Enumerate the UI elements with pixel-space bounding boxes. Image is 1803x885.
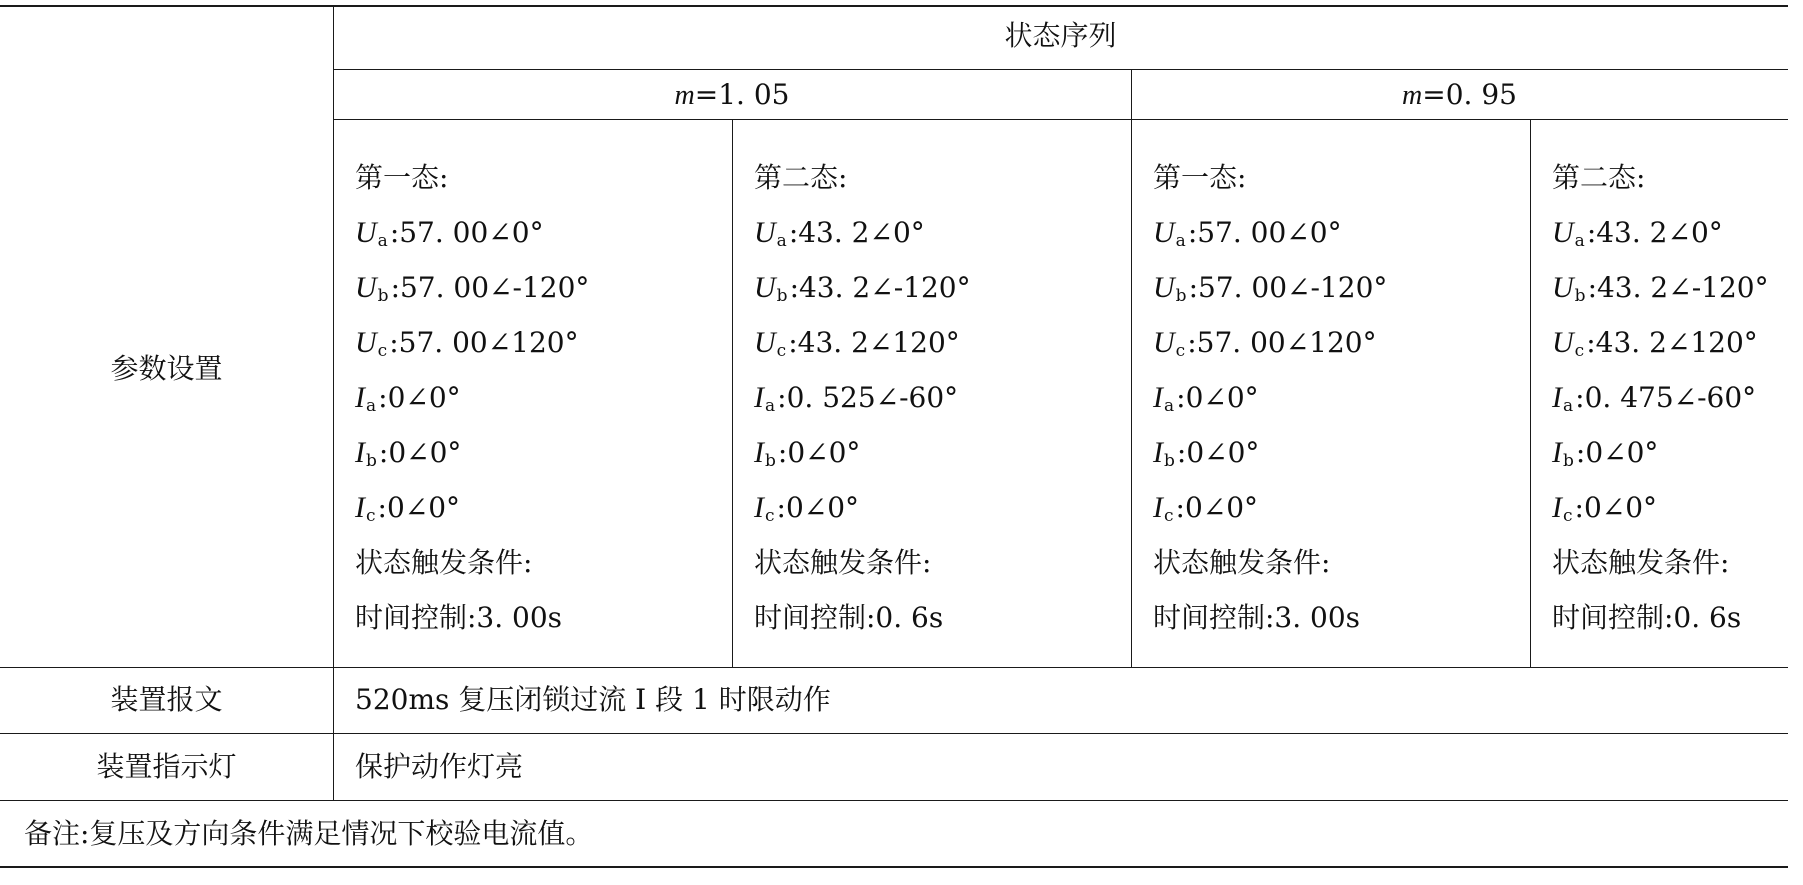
param-value: :43. 2∠0°	[1586, 216, 1723, 249]
param-symbol: I	[355, 491, 365, 524]
param-value: :0∠0°	[776, 491, 860, 524]
param-line	[1153, 370, 1387, 425]
param-value: :0∠0°	[1574, 491, 1658, 524]
param-line	[1552, 425, 1769, 480]
param-symbol: I	[1153, 381, 1163, 414]
param-subscript: c	[776, 341, 787, 361]
param-subscript: a	[1175, 231, 1186, 251]
param-value: :57. 00∠120°	[1187, 326, 1377, 359]
m-symbol: m	[1402, 80, 1423, 111]
param-subscript: b	[776, 286, 788, 306]
param-line	[355, 480, 589, 535]
time-control: 时间控制:3. 00s	[355, 601, 563, 634]
state-title: 第一态:	[1153, 161, 1247, 194]
param-symbol: U	[1153, 216, 1175, 249]
param-subscript: c	[1563, 506, 1573, 526]
column-divider	[1530, 120, 1531, 667]
param-symbol: I	[1153, 436, 1163, 469]
state-title: 第一态:	[355, 161, 449, 194]
param-subscript: b	[1175, 286, 1187, 306]
param-symbol: U	[1153, 326, 1175, 359]
state-column	[1153, 150, 1387, 645]
state-title: 第二态:	[754, 161, 848, 194]
param-line	[1552, 205, 1769, 260]
param-symbol: U	[1552, 326, 1574, 359]
param-subscript: b	[1574, 286, 1586, 306]
param-settings-label: 参数设置	[110, 352, 223, 385]
param-line	[754, 260, 971, 315]
device-indicator-label: 装置指示灯	[96, 750, 237, 783]
row-divider	[0, 800, 1788, 801]
param-subscript: b	[765, 451, 776, 471]
param-line	[754, 480, 971, 535]
param-subscript: c	[366, 506, 376, 526]
column-divider	[732, 120, 733, 667]
param-line	[355, 370, 589, 425]
column-divider	[1131, 70, 1132, 667]
param-subscript: b	[366, 451, 377, 471]
param-symbol: I	[754, 381, 764, 414]
param-value: :43. 2∠120°	[1586, 326, 1758, 359]
param-subscript: b	[377, 286, 389, 306]
param-subscript: b	[1563, 451, 1574, 471]
param-symbol: U	[1153, 271, 1175, 304]
trigger-label: 状态触发条件:	[754, 546, 932, 579]
m-value: =0. 95	[1422, 78, 1517, 111]
trigger-label: 状态触发条件:	[1552, 546, 1730, 579]
m-symbol: m	[674, 80, 695, 111]
param-value: :43. 2∠-120°	[1587, 271, 1769, 304]
param-value: :0∠0°	[378, 381, 461, 414]
trigger-label: 状态触发条件:	[1153, 546, 1331, 579]
param-subscript: c	[1175, 341, 1186, 361]
m-value: =1. 05	[694, 78, 790, 111]
trigger-label: 状态触发条件:	[355, 546, 533, 579]
param-subscript: a	[765, 396, 776, 416]
param-value: :57. 00∠0°	[389, 216, 544, 249]
param-line	[754, 425, 971, 480]
device-indicator-value: 保护动作灯亮	[355, 750, 524, 783]
row-divider	[333, 119, 1788, 120]
param-line	[754, 205, 971, 260]
param-value: :0∠0°	[1575, 436, 1659, 469]
param-subscript: c	[1164, 506, 1174, 526]
param-line	[1153, 260, 1387, 315]
param-value: :57. 00∠-120°	[1188, 271, 1388, 304]
state-column	[355, 150, 589, 645]
param-symbol: I	[754, 491, 764, 524]
bottom-rule	[0, 866, 1788, 868]
param-value: :57. 00∠120°	[389, 326, 579, 359]
param-symbol: I	[1552, 436, 1562, 469]
param-line	[1153, 425, 1387, 480]
param-value: :57. 00∠0°	[1187, 216, 1342, 249]
param-symbol: I	[1153, 491, 1163, 524]
param-subscript: c	[765, 506, 775, 526]
param-subscript: a	[776, 231, 787, 251]
param-symbol: I	[355, 436, 365, 469]
param-subscript: a	[366, 396, 377, 416]
param-line	[355, 425, 589, 480]
param-line	[1552, 370, 1769, 425]
param-value: :0∠0°	[777, 436, 861, 469]
time-control: 时间控制:3. 00s	[1153, 601, 1361, 634]
top-rule	[0, 5, 1788, 7]
param-subscript: a	[1164, 396, 1175, 416]
param-symbol: U	[1552, 271, 1574, 304]
row-divider	[333, 69, 1788, 70]
param-subscript: a	[377, 231, 388, 251]
param-subscript: a	[1574, 231, 1585, 251]
row-divider	[0, 667, 1788, 668]
param-symbol: U	[1552, 216, 1574, 249]
param-value: :0. 525∠-60°	[777, 381, 959, 414]
state-sequence-header: 状态序列	[1004, 19, 1117, 52]
param-line	[1153, 205, 1387, 260]
param-subscript: a	[1563, 396, 1574, 416]
param-value: :43. 2∠0°	[788, 216, 925, 249]
param-subscript: b	[1164, 451, 1175, 471]
param-line	[355, 315, 589, 370]
param-symbol: I	[1552, 381, 1562, 414]
column-divider	[333, 5, 334, 800]
device-report-label: 装置报文	[110, 683, 223, 716]
param-subscript: c	[1574, 341, 1585, 361]
device-report-value: 520ms 复压闭锁过流 Ⅰ 段 1 时限动作	[355, 683, 831, 716]
param-value: :0∠0°	[377, 491, 461, 524]
param-value: :0. 475∠-60°	[1575, 381, 1757, 414]
param-value: :43. 2∠-120°	[789, 271, 971, 304]
param-line	[1552, 480, 1769, 535]
state-title: 第二态:	[1552, 161, 1646, 194]
param-line	[1552, 260, 1769, 315]
row-divider	[0, 733, 1788, 734]
param-symbol: U	[355, 216, 377, 249]
param-value: :43. 2∠120°	[788, 326, 960, 359]
param-line	[754, 370, 971, 425]
param-symbol: I	[355, 381, 365, 414]
state-column	[1552, 150, 1769, 645]
param-symbol: U	[754, 271, 776, 304]
group-header-m-095	[1131, 78, 1788, 111]
param-line	[1153, 315, 1387, 370]
group-header-m-105	[333, 78, 1131, 111]
param-symbol: I	[1552, 491, 1562, 524]
param-value: :57. 00∠-120°	[390, 271, 590, 304]
time-control: 时间控制:0. 6s	[754, 601, 944, 634]
param-value: :0∠0°	[1176, 381, 1259, 414]
param-symbol: U	[355, 271, 377, 304]
param-value: :0∠0°	[1175, 491, 1259, 524]
param-symbol: U	[355, 326, 377, 359]
param-line	[355, 260, 589, 315]
param-line	[1153, 480, 1387, 535]
state-column	[754, 150, 971, 645]
time-control: 时间控制:0. 6s	[1552, 601, 1742, 634]
param-symbol: U	[754, 326, 776, 359]
note-text: 备注:复压及方向条件满足情况下校验电流值。	[24, 817, 594, 850]
param-value: :0∠0°	[1176, 436, 1260, 469]
param-subscript: c	[377, 341, 388, 361]
param-symbol: U	[754, 216, 776, 249]
param-symbol: I	[754, 436, 764, 469]
param-line	[355, 205, 589, 260]
param-value: :0∠0°	[378, 436, 462, 469]
